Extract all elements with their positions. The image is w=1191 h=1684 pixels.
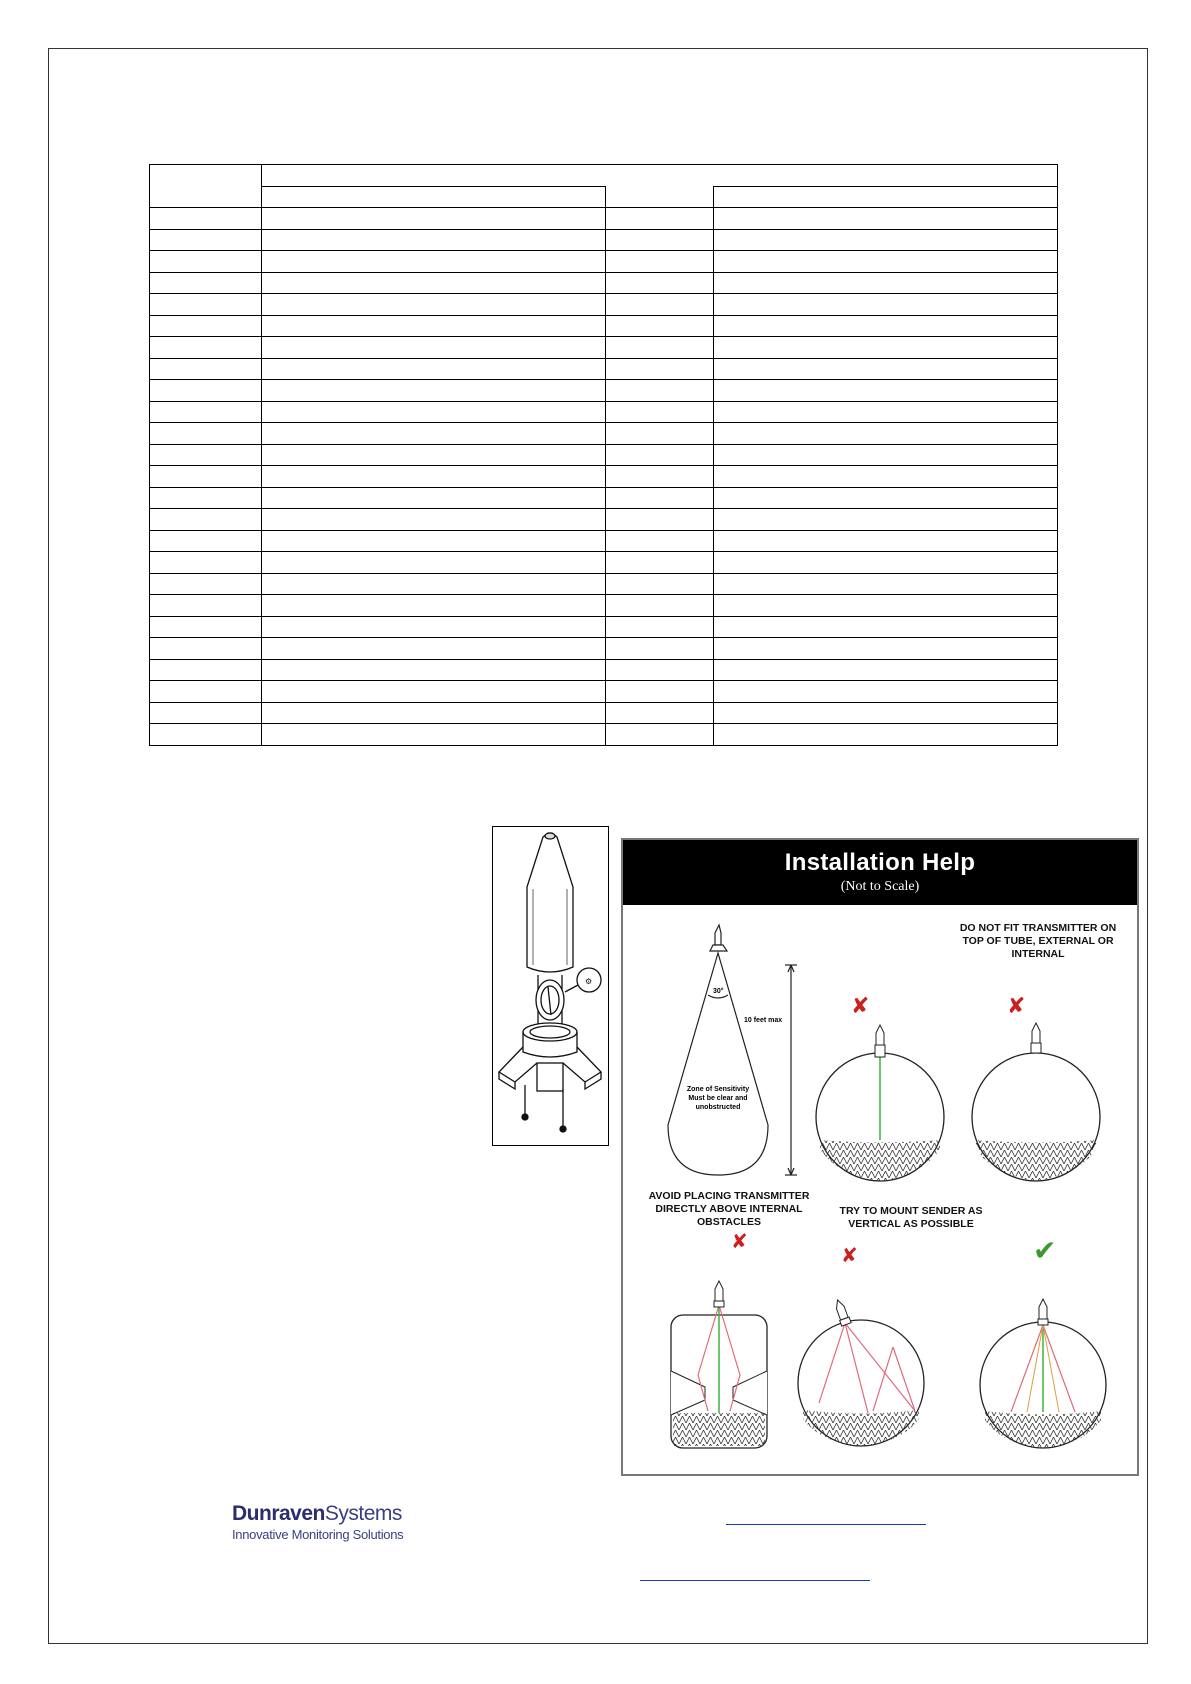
table-row <box>150 638 1058 660</box>
cross-icon: ✘ <box>851 994 870 1019</box>
table-cell <box>606 294 714 316</box>
table-cell <box>150 616 262 638</box>
table-cell <box>150 380 262 402</box>
table-cell <box>606 380 714 402</box>
installation-help-panel <box>621 838 1139 1476</box>
table-row <box>150 595 1058 617</box>
note-tube: DO NOT FIT TRANSMITTER ON TOP OF TUBE, EXTERNAL OR INTERNAL <box>959 922 1117 960</box>
zone-of-sensitivity-label: Zone of Sensitivity Must be clear and unobstructed <box>686 1086 750 1111</box>
table-cell <box>714 638 1058 660</box>
table-cell <box>714 573 1058 595</box>
tank-pipe-diagram <box>816 994 944 1181</box>
note-vertical: TRY TO MOUNT SENDER AS VERTICAL AS POSSIBLE <box>839 1205 983 1230</box>
table-cell <box>606 595 714 617</box>
table-cell <box>262 401 606 423</box>
table-cell <box>262 487 606 509</box>
table-cell <box>606 509 714 531</box>
logo-wordmark <box>232 1502 403 1526</box>
table-cell <box>714 487 1058 509</box>
table-cell <box>606 423 714 445</box>
table-row <box>150 724 1058 746</box>
table-row <box>150 616 1058 638</box>
table-subheader-cell <box>714 186 1058 208</box>
sender-illustration <box>492 826 609 1146</box>
table-cell <box>150 552 262 574</box>
note-obstacles: AVOID PLACING TRANSMITTER DIRECTLY ABOVE INTERNAL OBSTACLES <box>648 1190 810 1228</box>
table-cell <box>262 659 606 681</box>
table-subheader-cell <box>606 186 714 208</box>
check-icon: ✔ <box>1033 1234 1057 1267</box>
table-cell <box>714 702 1058 724</box>
table-cell <box>714 659 1058 681</box>
table-cell <box>714 380 1058 402</box>
table-cell <box>262 444 606 466</box>
obstacle-tank-diagram <box>671 1229 767 1448</box>
table-row <box>150 272 1058 294</box>
table-cell <box>714 294 1058 316</box>
table-row <box>150 337 1058 359</box>
table-row <box>150 681 1058 703</box>
table-cell <box>262 638 606 660</box>
table-cell <box>606 444 714 466</box>
table-cell <box>606 358 714 380</box>
table-cell <box>262 552 606 574</box>
table-cell <box>150 659 262 681</box>
table-cell <box>262 573 606 595</box>
cone-diagram <box>668 925 797 1175</box>
logo-brand-light: Systems <box>324 1502 402 1525</box>
cross-icon: ✘ <box>1007 994 1026 1019</box>
table-cell <box>714 208 1058 230</box>
table-cell <box>606 552 714 574</box>
table-row <box>150 702 1058 724</box>
table-subheader-cell <box>262 186 606 208</box>
data-table <box>149 164 1058 746</box>
table-cell <box>150 573 262 595</box>
table-row <box>150 466 1058 488</box>
footer-link-underline[interactable] <box>640 1580 870 1581</box>
table-cell <box>262 530 606 552</box>
table-row <box>150 659 1058 681</box>
table-cell <box>606 702 714 724</box>
table-cell <box>262 423 606 445</box>
table-cell <box>262 466 606 488</box>
table-cell <box>150 272 262 294</box>
installation-help-subtitle: (Not to Scale) <box>840 879 920 894</box>
table-cell <box>606 401 714 423</box>
table-cell <box>714 358 1058 380</box>
table-cell <box>714 595 1058 617</box>
table-cell <box>262 208 606 230</box>
table-cell <box>606 251 714 273</box>
table-cell <box>150 681 262 703</box>
table-cell <box>714 229 1058 251</box>
table-cell <box>714 444 1058 466</box>
table-row <box>150 294 1058 316</box>
table-cell <box>150 337 262 359</box>
footer-link-underline[interactable] <box>726 1524 926 1525</box>
table-cell <box>714 724 1058 746</box>
table-row <box>150 509 1058 531</box>
table-cell <box>714 552 1058 574</box>
table-header-row <box>150 165 1058 187</box>
cross-icon: ✘ <box>731 1229 748 1253</box>
table-body <box>150 208 1058 746</box>
table-header-cell <box>262 165 1058 187</box>
table-cell <box>606 616 714 638</box>
table-cell <box>262 724 606 746</box>
dunraven-logo <box>232 1502 403 1542</box>
table-cell <box>262 380 606 402</box>
table-cell <box>150 401 262 423</box>
table-cell <box>262 315 606 337</box>
table-header-cell <box>150 165 262 208</box>
table-cell <box>150 315 262 337</box>
table-cell <box>150 208 262 230</box>
table-row <box>150 530 1058 552</box>
table-cell <box>150 509 262 531</box>
table-cell <box>150 724 262 746</box>
table-row <box>150 401 1058 423</box>
table-cell <box>606 530 714 552</box>
table-cell <box>606 487 714 509</box>
table-row <box>150 552 1058 574</box>
cone-angle-label: 30° <box>713 988 724 995</box>
logo-brand-bold: Dunraven <box>232 1502 325 1525</box>
ultrasonic-sender-drawing <box>493 827 607 1144</box>
table-row <box>150 315 1058 337</box>
table-row <box>150 229 1058 251</box>
table-cell <box>606 208 714 230</box>
table-cell <box>714 401 1058 423</box>
table-cell <box>606 659 714 681</box>
table-cell <box>606 724 714 746</box>
cone-distance-label: 10 feet max <box>744 1017 783 1024</box>
tank-top-diagram <box>972 994 1100 1181</box>
table-row <box>150 380 1058 402</box>
table-cell <box>262 337 606 359</box>
table-cell <box>150 251 262 273</box>
table-cell <box>606 466 714 488</box>
table-cell <box>606 229 714 251</box>
correct-mount-diagram <box>980 1234 1106 1448</box>
table-cell <box>606 315 714 337</box>
table-cell <box>714 530 1058 552</box>
table-cell <box>262 616 606 638</box>
tilted-sender-diagram <box>798 1243 924 1446</box>
table-cell <box>714 509 1058 531</box>
table-cell <box>150 466 262 488</box>
table-row <box>150 358 1058 380</box>
table-cell <box>606 337 714 359</box>
table-cell <box>262 272 606 294</box>
installation-help-title: Installation Help <box>784 849 976 876</box>
table-cell <box>262 702 606 724</box>
table-cell <box>714 337 1058 359</box>
installation-help-header <box>623 840 1137 905</box>
table-cell <box>262 294 606 316</box>
table-cell <box>262 681 606 703</box>
table-row <box>150 208 1058 230</box>
table-cell <box>150 229 262 251</box>
table-cell <box>262 358 606 380</box>
table-cell <box>262 229 606 251</box>
table-cell <box>150 423 262 445</box>
table-cell <box>262 595 606 617</box>
table-cell <box>150 294 262 316</box>
table-row <box>150 444 1058 466</box>
table-cell <box>714 315 1058 337</box>
table-cell <box>150 444 262 466</box>
table-row <box>150 251 1058 273</box>
table-cell <box>714 423 1058 445</box>
table-row <box>150 487 1058 509</box>
table-cell <box>150 487 262 509</box>
cross-icon: ✘ <box>841 1243 858 1267</box>
table-cell <box>714 272 1058 294</box>
table-cell <box>150 638 262 660</box>
table-cell <box>606 681 714 703</box>
table-subheader-row <box>150 186 1058 208</box>
table-cell <box>150 595 262 617</box>
table-row <box>150 423 1058 445</box>
table-cell <box>262 509 606 531</box>
logo-tagline: Innovative Monitoring Solutions <box>232 1527 404 1542</box>
table-cell <box>150 358 262 380</box>
table-cell <box>714 681 1058 703</box>
svg-text:⚙: ⚙ <box>585 977 593 986</box>
table-row <box>150 573 1058 595</box>
table-cell <box>606 573 714 595</box>
table-cell <box>150 702 262 724</box>
table-cell <box>606 638 714 660</box>
table-cell <box>714 616 1058 638</box>
table-cell <box>606 272 714 294</box>
table-cell <box>714 251 1058 273</box>
table-cell <box>714 466 1058 488</box>
table-cell <box>262 251 606 273</box>
table-cell <box>150 530 262 552</box>
